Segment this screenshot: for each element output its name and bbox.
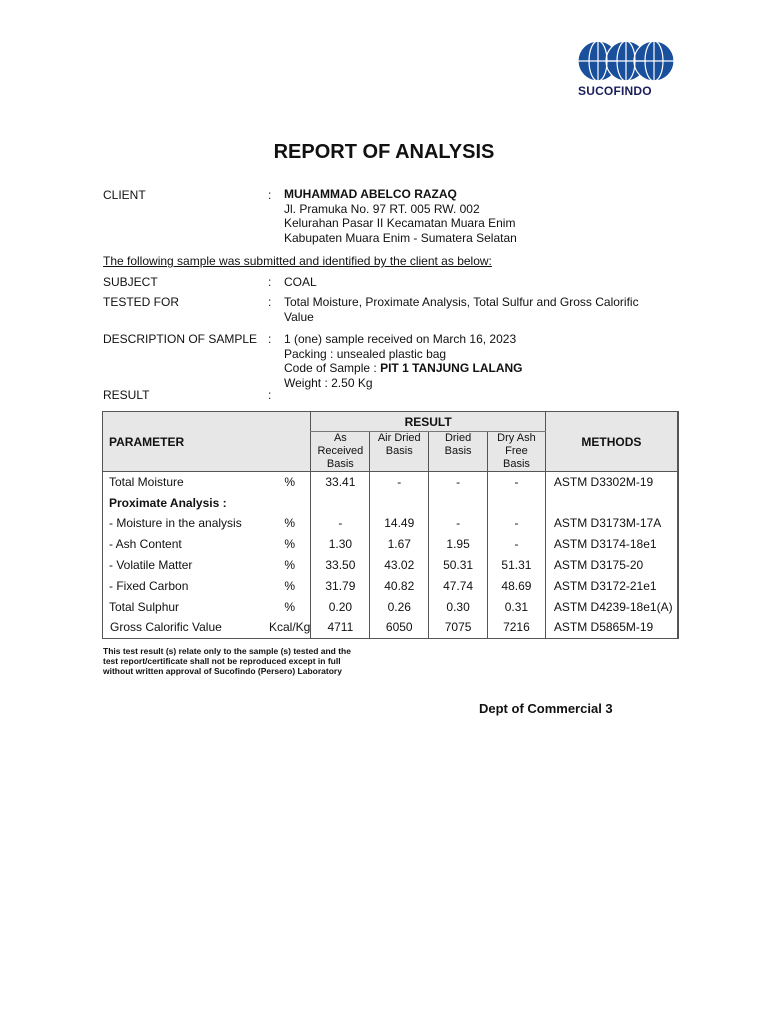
as-received-cell: 31.79 bbox=[311, 576, 370, 597]
note-line: This test result (s) relate only to the sample (s) tested and the bbox=[103, 646, 351, 656]
result-label: RESULT bbox=[103, 388, 150, 402]
method-cell: ASTM D4239-18e1(A) bbox=[545, 597, 678, 617]
sample-code-value: PIT 1 TANJUNG LALANG bbox=[380, 361, 523, 375]
table-row bbox=[103, 513, 679, 534]
unit-cell bbox=[269, 493, 311, 513]
unit-cell: % bbox=[284, 516, 295, 530]
method-cell: ASTM D3172-21e1 bbox=[545, 576, 678, 597]
param-cell: - Ash Content bbox=[103, 534, 269, 555]
air-dried-cell: 1.67 bbox=[370, 534, 429, 555]
globe-logo-icon bbox=[576, 40, 680, 84]
table-row bbox=[103, 534, 679, 555]
client-name: MUHAMMAD ABELCO RAZAQ bbox=[284, 187, 457, 201]
param-cell: Total Sulphur bbox=[103, 597, 269, 617]
param-cell: - Volatile Matter bbox=[103, 555, 269, 576]
daf-cell: 0.31 bbox=[488, 597, 546, 617]
description-label: DESCRIPTION OF SAMPLE bbox=[103, 332, 258, 346]
param-cell: Proximate Analysis : bbox=[103, 493, 269, 513]
daf-cell: 48.69 bbox=[488, 576, 546, 597]
note-line: without written approval of Sucofindo (Persero) Laboratory bbox=[103, 666, 342, 676]
client-address-line: Kabupaten Muara Enim - Sumatera Selatan bbox=[284, 230, 517, 245]
air-dried-cell: 14.49 bbox=[370, 513, 429, 534]
air-dried-cell: 43.02 bbox=[370, 555, 429, 576]
method-cell: ASTM D5865M-19 bbox=[545, 617, 678, 639]
air-dried-cell: 40.82 bbox=[370, 576, 429, 597]
basis-header bbox=[429, 432, 488, 472]
table-row bbox=[103, 617, 679, 639]
basis-header-line: Basis bbox=[502, 458, 530, 470]
colon: : bbox=[268, 275, 272, 289]
received-text: 1 (one) sample received on March 16, 2023 bbox=[284, 332, 517, 346]
basis-header-line: Dried bbox=[444, 432, 472, 444]
basis-header-line: As bbox=[333, 432, 347, 444]
basis-header bbox=[311, 432, 370, 472]
basis-header-line: Free bbox=[505, 445, 528, 457]
dried-cell: 50.31 bbox=[429, 555, 488, 576]
tested-for-line: Value bbox=[284, 309, 314, 324]
tested-for-label: TESTED FOR bbox=[103, 295, 180, 309]
colon: : bbox=[268, 388, 272, 402]
unit-cell: % bbox=[284, 579, 295, 593]
colon: : bbox=[268, 295, 272, 309]
as-received-cell: 33.50 bbox=[311, 555, 370, 576]
method-cell: ASTM D3174-18e1 bbox=[545, 534, 678, 555]
method-cell bbox=[545, 493, 678, 513]
basis-header bbox=[370, 432, 429, 472]
air-dried-cell bbox=[370, 493, 429, 513]
tested-for-value bbox=[284, 295, 639, 324]
table-row bbox=[103, 576, 679, 597]
table-row bbox=[103, 493, 679, 513]
param-cell: - Moisture in the analysis bbox=[103, 513, 269, 534]
basis-header-line: Air Dried bbox=[377, 432, 421, 444]
as-received-cell: - bbox=[311, 513, 370, 534]
unit-cell: % bbox=[284, 599, 295, 614]
client-block bbox=[284, 187, 517, 245]
description-value bbox=[284, 332, 523, 390]
dried-cell: 0.30 bbox=[429, 597, 488, 617]
param-cell: - Fixed Carbon bbox=[103, 576, 269, 597]
result-table bbox=[102, 411, 679, 638]
weight-text: Weight : 2.50 Kg bbox=[284, 375, 373, 390]
basis-header-line: Basis bbox=[385, 445, 413, 457]
method-cell: ASTM D3173M-17A bbox=[545, 513, 678, 534]
sucofindo-logo bbox=[576, 40, 680, 100]
result-header: RESULT bbox=[311, 412, 545, 432]
basis-header-line: Basis bbox=[326, 458, 354, 470]
daf-cell: - bbox=[488, 513, 546, 534]
department: Dept of Commercial 3 bbox=[479, 701, 613, 716]
as-received-cell bbox=[311, 493, 370, 513]
subject-label: SUBJECT bbox=[103, 275, 158, 289]
dried-cell: - bbox=[429, 513, 488, 534]
unit-cell: Kcal/Kg bbox=[269, 617, 311, 639]
unit-cell: % bbox=[269, 472, 311, 493]
basis-header-line: Received bbox=[317, 445, 364, 457]
intro-text: The following sample was submitted and identified by the client as below: bbox=[103, 254, 492, 268]
parameter-header: PARAMETER bbox=[103, 412, 311, 472]
colon: : bbox=[268, 188, 272, 202]
methods-header: METHODS bbox=[545, 412, 678, 472]
sample-code-label: Code of Sample : bbox=[284, 361, 381, 375]
dried-cell: - bbox=[429, 472, 488, 493]
table-row bbox=[103, 597, 679, 617]
dried-cell: 7075 bbox=[429, 617, 488, 639]
sample-code bbox=[284, 361, 523, 376]
tested-for-line: Total Moisture, Proximate Analysis, Total Sulfur and Gross Calorific bbox=[284, 295, 639, 309]
table-row bbox=[103, 555, 679, 576]
note-line: test report/certificate shall not be reproduced except in full bbox=[103, 656, 341, 666]
daf-cell bbox=[488, 493, 546, 513]
table-row bbox=[103, 472, 679, 493]
daf-cell: 7216 bbox=[488, 617, 546, 639]
method-cell: ASTM D3302M-19 bbox=[545, 472, 678, 493]
daf-cell: - bbox=[488, 534, 546, 555]
air-dried-cell: - bbox=[370, 472, 429, 493]
method-cell: ASTM D3175-20 bbox=[545, 555, 678, 576]
air-dried-cell: 0.26 bbox=[370, 597, 429, 617]
dried-cell: 1.95 bbox=[429, 534, 488, 555]
as-received-cell: 4711 bbox=[311, 617, 370, 639]
daf-cell: 51.31 bbox=[488, 555, 546, 576]
basis-header bbox=[488, 432, 546, 472]
brand-name: SUCOFINDO bbox=[578, 84, 652, 98]
unit-cell: % bbox=[284, 558, 295, 572]
dried-cell: 47.74 bbox=[429, 576, 488, 597]
page-title: REPORT OF ANALYSIS bbox=[273, 141, 495, 163]
packing-text: Packing : unsealed plastic bag bbox=[284, 346, 447, 361]
param-cell: Total Moisture bbox=[103, 472, 269, 493]
air-dried-cell: 6050 bbox=[370, 617, 429, 639]
basis-header-line: Dry Ash bbox=[497, 432, 536, 444]
subject-value: COAL bbox=[284, 275, 317, 289]
client-label: CLIENT bbox=[103, 188, 146, 202]
dried-cell bbox=[429, 493, 488, 513]
analysis-table bbox=[102, 411, 679, 639]
as-received-cell: 0.20 bbox=[311, 597, 370, 617]
client-address-line: Jl. Pramuka No. 97 RT. 005 RW. 002 bbox=[284, 201, 480, 216]
unit-cell: % bbox=[284, 537, 295, 551]
as-received-cell: 1.30 bbox=[311, 534, 370, 555]
disclaimer-note bbox=[103, 646, 351, 676]
daf-cell: - bbox=[488, 472, 546, 493]
basis-header-line: Basis bbox=[444, 445, 472, 457]
colon: : bbox=[268, 332, 272, 346]
as-received-cell: 33.41 bbox=[311, 472, 370, 493]
client-address-line: Kelurahan Pasar II Kecamatan Muara Enim bbox=[284, 216, 516, 230]
param-cell: Gross Calorific Value bbox=[103, 617, 269, 639]
